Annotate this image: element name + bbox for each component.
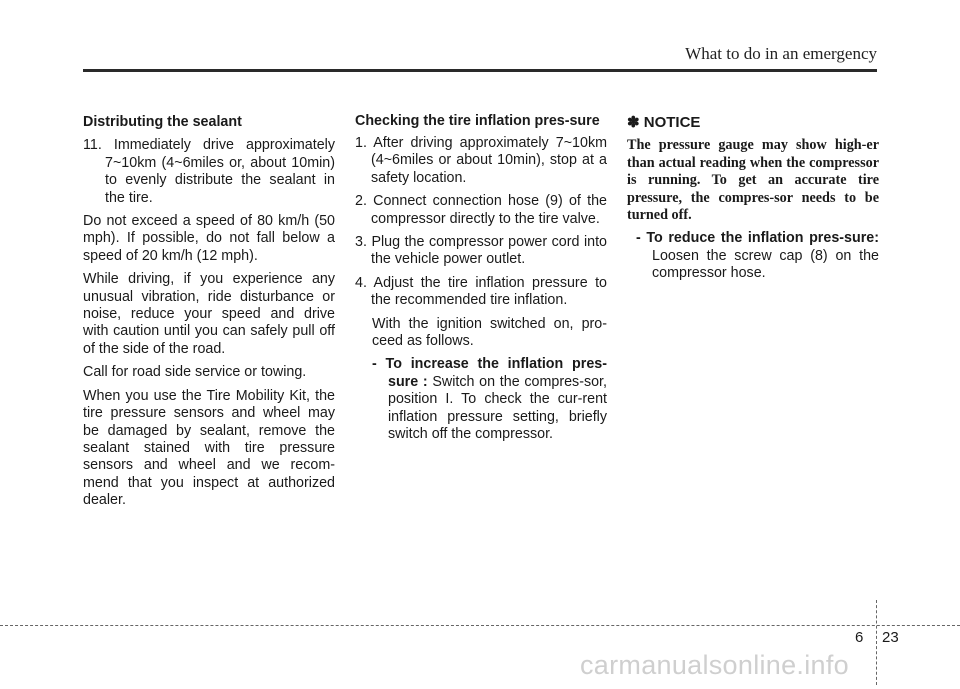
- header-rule: [83, 69, 877, 72]
- step-2: 2. Connect connection hose (9) of the compressor directly to the tire valve.: [355, 193, 607, 227]
- notice-body: The pressure gauge may show high-er than actual reading when the compressor is running. To get an accurate tire pressure, the compres-sor needs to be turned off.: [627, 137, 879, 224]
- increase-label: - To increase the inflation pres-sure :: [372, 356, 607, 390]
- increase-pressure-item: [355, 356, 607, 443]
- notice-title: ✽ NOTICE: [627, 114, 701, 131]
- step-3: 3. Plug the compressor power cord into the vehicle power outlet.: [355, 234, 607, 268]
- increase-text: Switch on the compres-sor, position I. To check the cur-rent inflation pressure setting, briefly switch off the compressor.: [388, 373, 607, 443]
- column-middle: [355, 114, 607, 450]
- chapter-number: 6: [855, 629, 864, 646]
- column-right: [627, 114, 879, 289]
- step-1: 1. After driving approximately 7~10km (4~6miles or about 10min), stop at a safety location.: [355, 135, 607, 186]
- page-number: 23: [882, 629, 899, 646]
- section-heading-distributing: Distributing the sealant: [83, 114, 242, 130]
- page-header-title: What to do in an emergency: [685, 44, 877, 63]
- ignition-note: With the ignition switched on, pro-ceed as follows.: [372, 315, 607, 350]
- sensor-warning-paragraph: When you use the Tire Mobility Kit, the tire pressure sensors and wheel may be damaged by sealant, remove the sealant stained with tire pressure sensors and wheel and we recom-mend that you inspect at authorized dealer.: [83, 387, 335, 509]
- section-heading-checking: Checking the tire inflation pres-sure: [355, 113, 600, 129]
- column-left: [83, 114, 335, 516]
- footer-vertical-divider: [876, 600, 877, 685]
- reduce-label: - To reduce the inflation pres-sure:: [636, 230, 879, 247]
- reduce-text: Loosen the screw cap (8) on the compressor hose.: [652, 247, 879, 282]
- speed-paragraph: Do not exceed a speed of 80 km/h (50 mph). If possible, do not fall below a speed of 20 km/h (12 mph).: [83, 213, 335, 264]
- road-service-paragraph: Call for road side service or towing.: [83, 364, 307, 381]
- watermark: carmanualsonline.info: [580, 650, 849, 680]
- step-4: 4. Adjust the tire inflation pressure to the recommended tire inflation.: [355, 274, 607, 309]
- step-11: 11. Immediately drive approximately 7~10km (4~6miles or, about 10min) to evenly distribute the sealant in the tire.: [83, 137, 335, 206]
- reduce-pressure-item: [627, 230, 879, 282]
- vibration-paragraph: While driving, if you experience any unusual vibration, ride disturbance or noise, reduce your speed and drive with caution until you can safely pull off of the side of the road.: [83, 271, 335, 357]
- footer-dashed-line: [0, 625, 960, 626]
